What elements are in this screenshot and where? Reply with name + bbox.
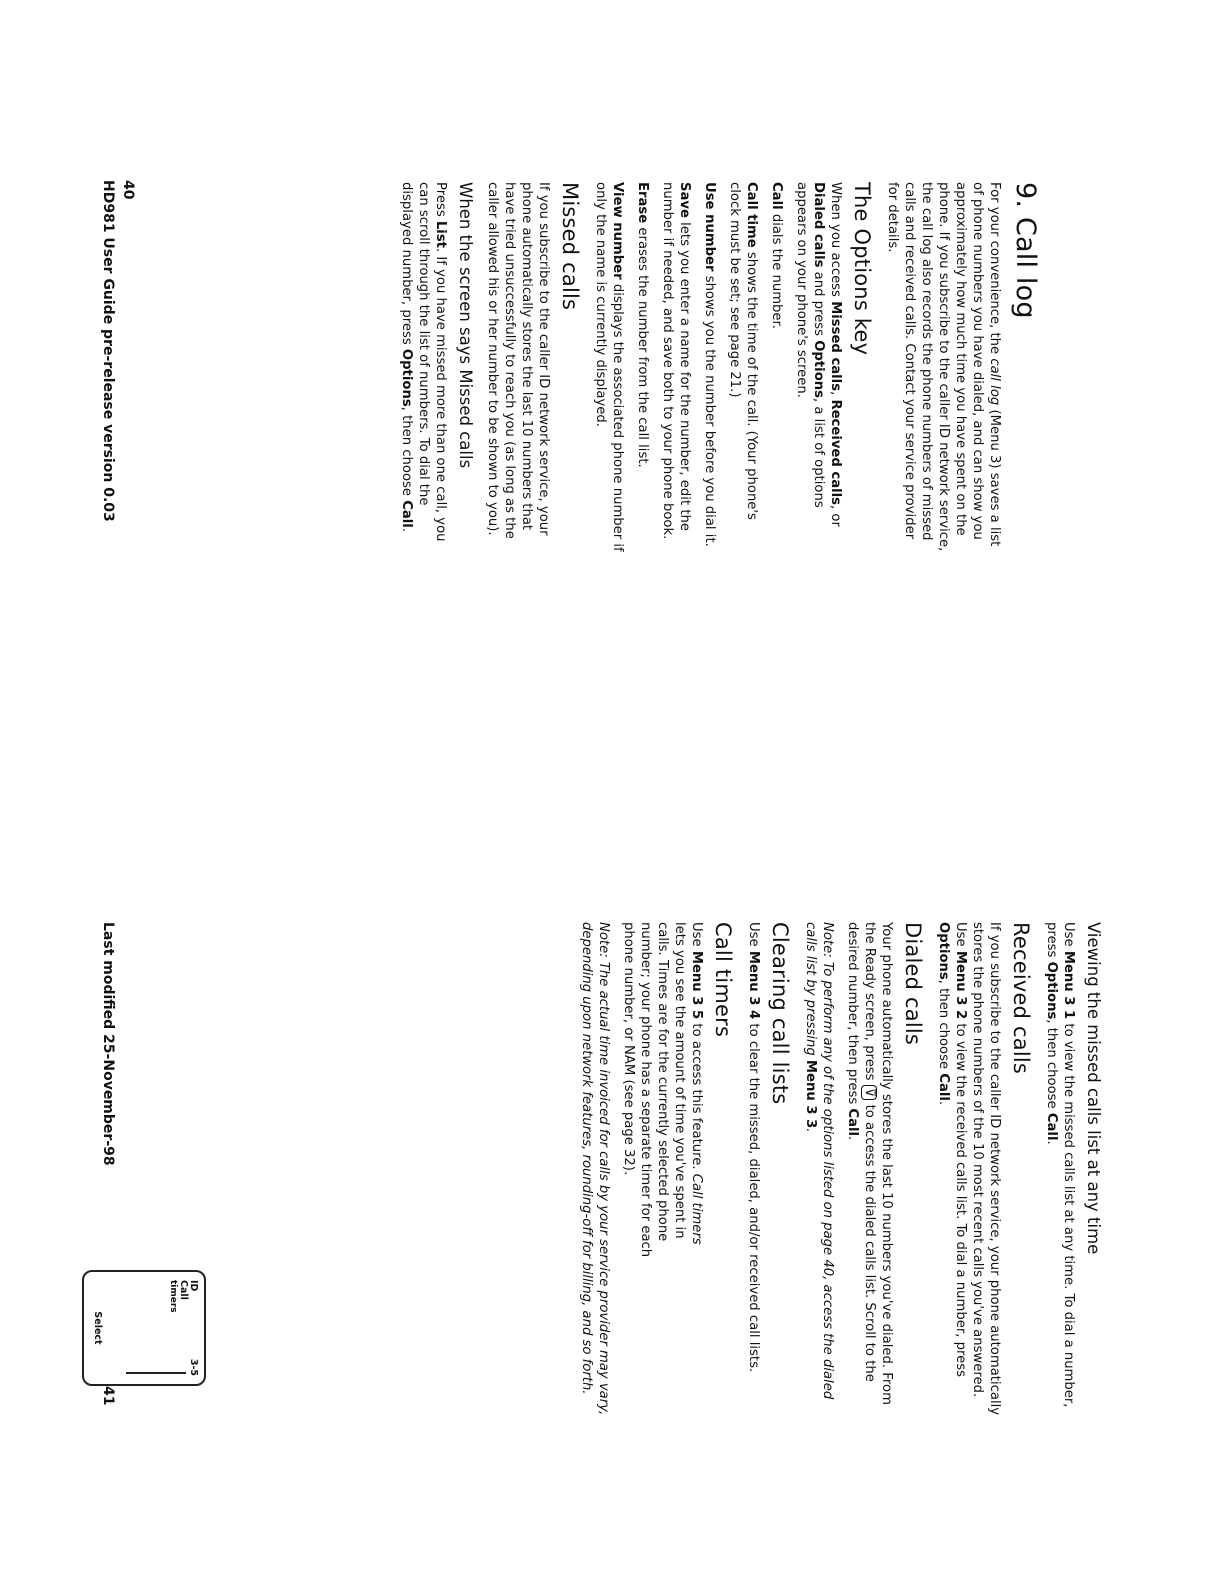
viewing-missed-heading: Viewing the missed calls list at any time — [1084, 922, 1103, 1255]
screen-says-body: Press List. If you have missed more than one call, you can scroll through the list of numbers. To dial the displayed number, press Options, then choose Call. — [399, 182, 448, 542]
scroll-down-key-icon: ⊽ — [861, 1085, 877, 1101]
intro-paragraph: For your convenience, the call log (Menu 3) saves a list of phone numbers you have dialed, and can show you approximately how much time you have spent on the phone. If you subscribe to the caller ID network service, the call log also records the phone numbers of missed calls and received calls. Contact your service provider for details. — [885, 182, 1002, 552]
left-page-number: 40 — [120, 180, 136, 200]
missed-calls-body: If you subscribe to the caller ID network service, your phone automatically stores the last 10 numbers that have tried unsuccessfully to reach you (as long as the caller allowed his or her number to be shown to you). — [485, 182, 551, 539]
options-key-heading: The Options key — [850, 182, 874, 356]
right-page-column — [570, 922, 1102, 1422]
screen-menu-index: 3-5 — [188, 1358, 199, 1376]
dialed-calls-note: Note: To perform any of the options listed on page 40, access the dialed calls list by pressing Menu 3 3. — [803, 922, 835, 1400]
screen-says-heading: When the screen says Missed calls — [456, 182, 475, 469]
option-item-use-number: Use number shows you the number before you dial it. — [702, 182, 717, 547]
viewing-missed-body: Use Menu 3 1 to view the missed calls list at any time. To dial a number, press Options, then choose Call. — [1044, 922, 1076, 1408]
right-page-number: 41 — [100, 1386, 116, 1406]
call-timers-body: Use Menu 3 5 to access this feature. Call timers lets you see the amount of time you've spent in calls. Times are for the currently selected phone number; your phone has a separate timer for each phone number, or NAM (see page 32). — [621, 922, 704, 1258]
option-item-call-time: Call time shows the time of the call. (Your phone's clock must be set; see page 21.) — [727, 182, 759, 520]
dialed-calls-body: Your phone automatically stores the last 10 numbers you've dialed. From the Ready screen, press ⊽ to access the dialed calls list. Scroll to the desired number, then press Call. — [845, 922, 894, 1405]
scroll-bar-icon — [126, 1372, 186, 1374]
screen-title-line-2: timers — [168, 1280, 178, 1313]
clearing-call-lists-heading: Clearing call lists — [768, 922, 792, 1105]
call-timers-heading: Call timers — [711, 922, 735, 1038]
clearing-call-lists-body: Use Menu 3 4 to clear the missed, dialed, and/or received call lists. — [746, 922, 761, 1373]
options-key-intro: When you access Missed calls, Received calls, or Dialed calls and press Options, a list of options appears on your phone's screen. — [794, 182, 843, 527]
dialed-calls-heading: Dialed calls — [901, 922, 925, 1046]
select-softkey-label: Select — [92, 1311, 103, 1345]
option-item-call: Call dials the number. — [769, 182, 784, 329]
left-page-column — [390, 182, 1041, 552]
right-footer-text: Last modified 25-November-98 — [100, 922, 116, 1166]
missed-calls-heading: Missed calls — [558, 182, 582, 311]
option-item-view-number: View number displays the associated phone number if only the name is currently displayed. — [593, 182, 625, 552]
screen-id-label: ID — [188, 1280, 199, 1292]
received-calls-heading: Received calls — [1009, 922, 1033, 1075]
option-item-save: Save lets you enter a name for the number, edit the number if needed, and save both to your phone book. — [660, 182, 692, 540]
received-calls-body: If you subscribe to the caller ID network service, your phone automatically stores the phone numbers of the 10 most recent calls you've answered. Use Menu 3 2 to view the received calls list. To dial a number, press Options, then choose Call. — [936, 922, 1002, 1416]
chapter-title: 9. Call log — [1010, 182, 1041, 319]
left-footer-text: HD981 User Guide pre-release version 0.03 — [100, 180, 116, 522]
option-item-erase: Erase erases the number from the call list. — [635, 182, 650, 468]
call-timers-note: Note: The actual time invoiced for calls by your service provider may vary, depending upon network features, rounding-off for billing, and so forth. — [579, 922, 611, 1416]
phone-screen-illustration — [82, 1270, 206, 1386]
screen-title-line-1: Call — [178, 1280, 189, 1300]
